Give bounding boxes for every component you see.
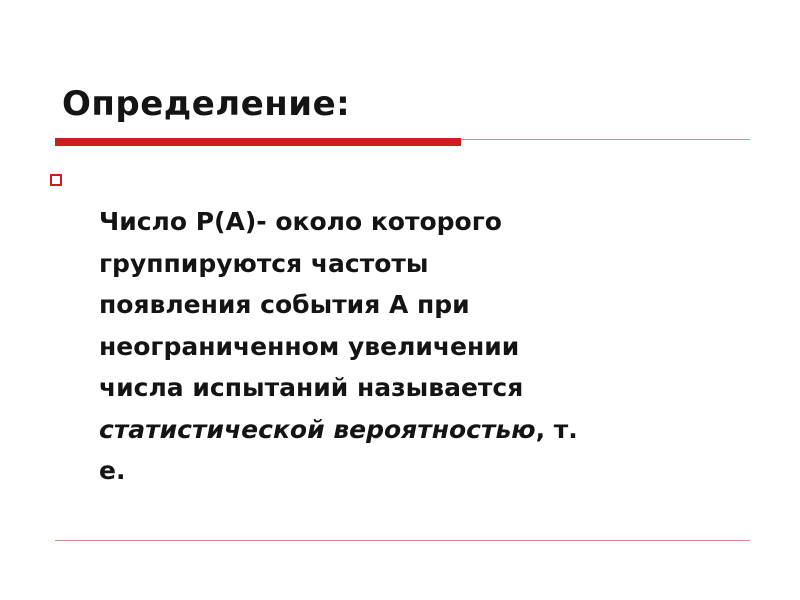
title-underline-accent	[55, 138, 461, 146]
paragraph-line-4: неограниченном увеличении	[99, 331, 520, 361]
title-underline-thin	[461, 139, 750, 140]
slide-title: Определение:	[62, 84, 351, 124]
hollow-square-bullet-icon	[50, 174, 62, 186]
paragraph-line-6	[99, 409, 779, 451]
italic-term: статистической вероятностью	[99, 414, 536, 444]
paragraph-line-3: появления события А при	[99, 290, 470, 319]
definition-paragraph	[99, 201, 779, 492]
paragraph-line-2: группируются частоты	[99, 248, 429, 278]
paragraph-line-7: е.	[99, 456, 126, 485]
paragraph-line-5: числа испытаний называется	[99, 373, 524, 402]
italic-line-tail: , т.	[535, 414, 578, 444]
footer-rule	[55, 540, 750, 541]
paragraph-line-1: Число Р(А)- около которого	[99, 207, 502, 236]
